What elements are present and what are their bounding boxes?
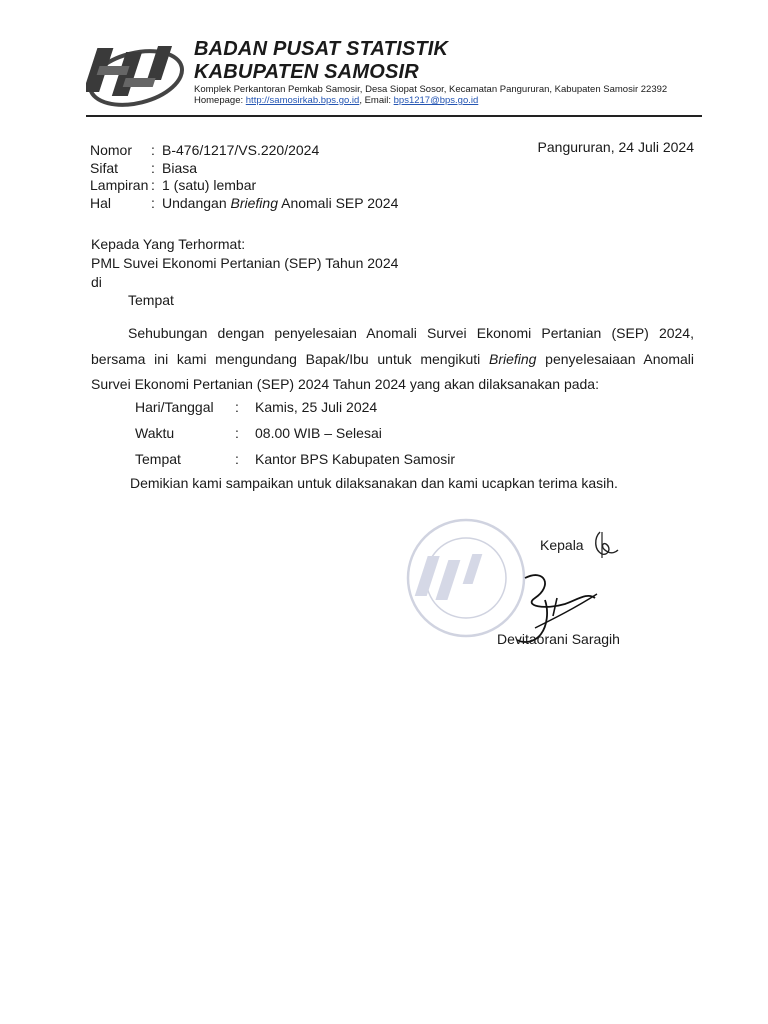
detail-value-date: Kamis, 25 Juli 2024: [255, 399, 378, 415]
detail-colon-time: :: [235, 425, 239, 441]
bps-logo-icon: [86, 40, 188, 112]
body-paragraph: [91, 321, 694, 398]
body-italic: Briefing: [489, 350, 537, 367]
detail-value-time: 08.00 WIB – Selesai: [255, 425, 382, 441]
homepage-link[interactable]: http://samosirkab.bps.go.id: [245, 95, 360, 106]
org-subname: KABUPATEN SAMOSIR: [194, 61, 419, 83]
email-label: , Email:: [359, 95, 394, 106]
signatory-title: Kepala: [540, 537, 584, 553]
lampiran-colon: :: [151, 177, 155, 193]
detail-colon-date: :: [235, 399, 239, 415]
sifat-colon: :: [151, 160, 155, 176]
detail-colon-place: :: [235, 451, 239, 467]
sifat-value: Biasa: [162, 160, 198, 176]
paraf-icon: [590, 528, 620, 560]
recipient-line1: Kepada Yang Terhormat:: [91, 236, 246, 252]
detail-label-date: Hari/Tanggal: [135, 399, 214, 415]
detail-label-time: Waktu: [135, 425, 175, 441]
detail-label-place: Tempat: [135, 451, 181, 467]
recipient-line2: PML Suvei Ekonomi Pertanian (SEP) Tahun 2024: [91, 255, 399, 271]
org-address: Komplek Perkantoran Pemkab Samosir, Desa Siopat Sosor, Kecamatan Pangururan, Kabupaten Samosir 22392: [194, 84, 668, 95]
recipient-line3: di: [91, 274, 102, 290]
lampiran-label: Lampiran: [90, 177, 149, 193]
org-contact: [194, 95, 478, 106]
body-part2: penyelesaiaan Anomali Survei Ekonomi Pertanian (SEP) 2024 Tahun 2024 yang akan dilaksanakan pada:: [91, 350, 694, 392]
lampiran-value: 1 (satu) lembar: [162, 177, 257, 193]
hal-colon: :: [151, 195, 155, 211]
org-name: BADAN PUSAT STATISTIK: [194, 38, 449, 60]
closing-text: Demikian kami sampaikan untuk dilaksanakan dan kami ucapkan terima kasih.: [130, 475, 618, 491]
place-date: Pangururan, 24 Juli 2024: [537, 139, 694, 155]
hal-prefix: Undangan: [162, 195, 231, 211]
nomor-colon: :: [151, 142, 155, 158]
detail-value-place: Kantor BPS Kabupaten Samosir: [255, 451, 456, 467]
letterhead-divider: [86, 115, 702, 117]
body-part1: Sehubungan dengan penyelesaian Anomali Survei Ekonomi Pertanian (SEP) 2024, bersama ini kami mengundang Bapak/Ibu untuk mengikuti: [91, 325, 694, 367]
email-link[interactable]: bps1217@bps.go.id: [393, 95, 479, 106]
hal-italic: Briefing: [230, 195, 278, 211]
hal-label: Hal: [90, 195, 112, 211]
sifat-label: Sifat: [90, 160, 119, 176]
signatory-name: Devitaorani Saragih: [497, 631, 620, 647]
hal-value: [162, 195, 398, 211]
hal-suffix: Anomali SEP 2024: [277, 195, 399, 211]
nomor-label: Nomor: [90, 142, 133, 158]
recipient-line4: Tempat: [128, 292, 174, 308]
nomor-value: B-476/1217/VS.220/2024: [162, 142, 320, 158]
homepage-label: Homepage:: [194, 95, 246, 106]
